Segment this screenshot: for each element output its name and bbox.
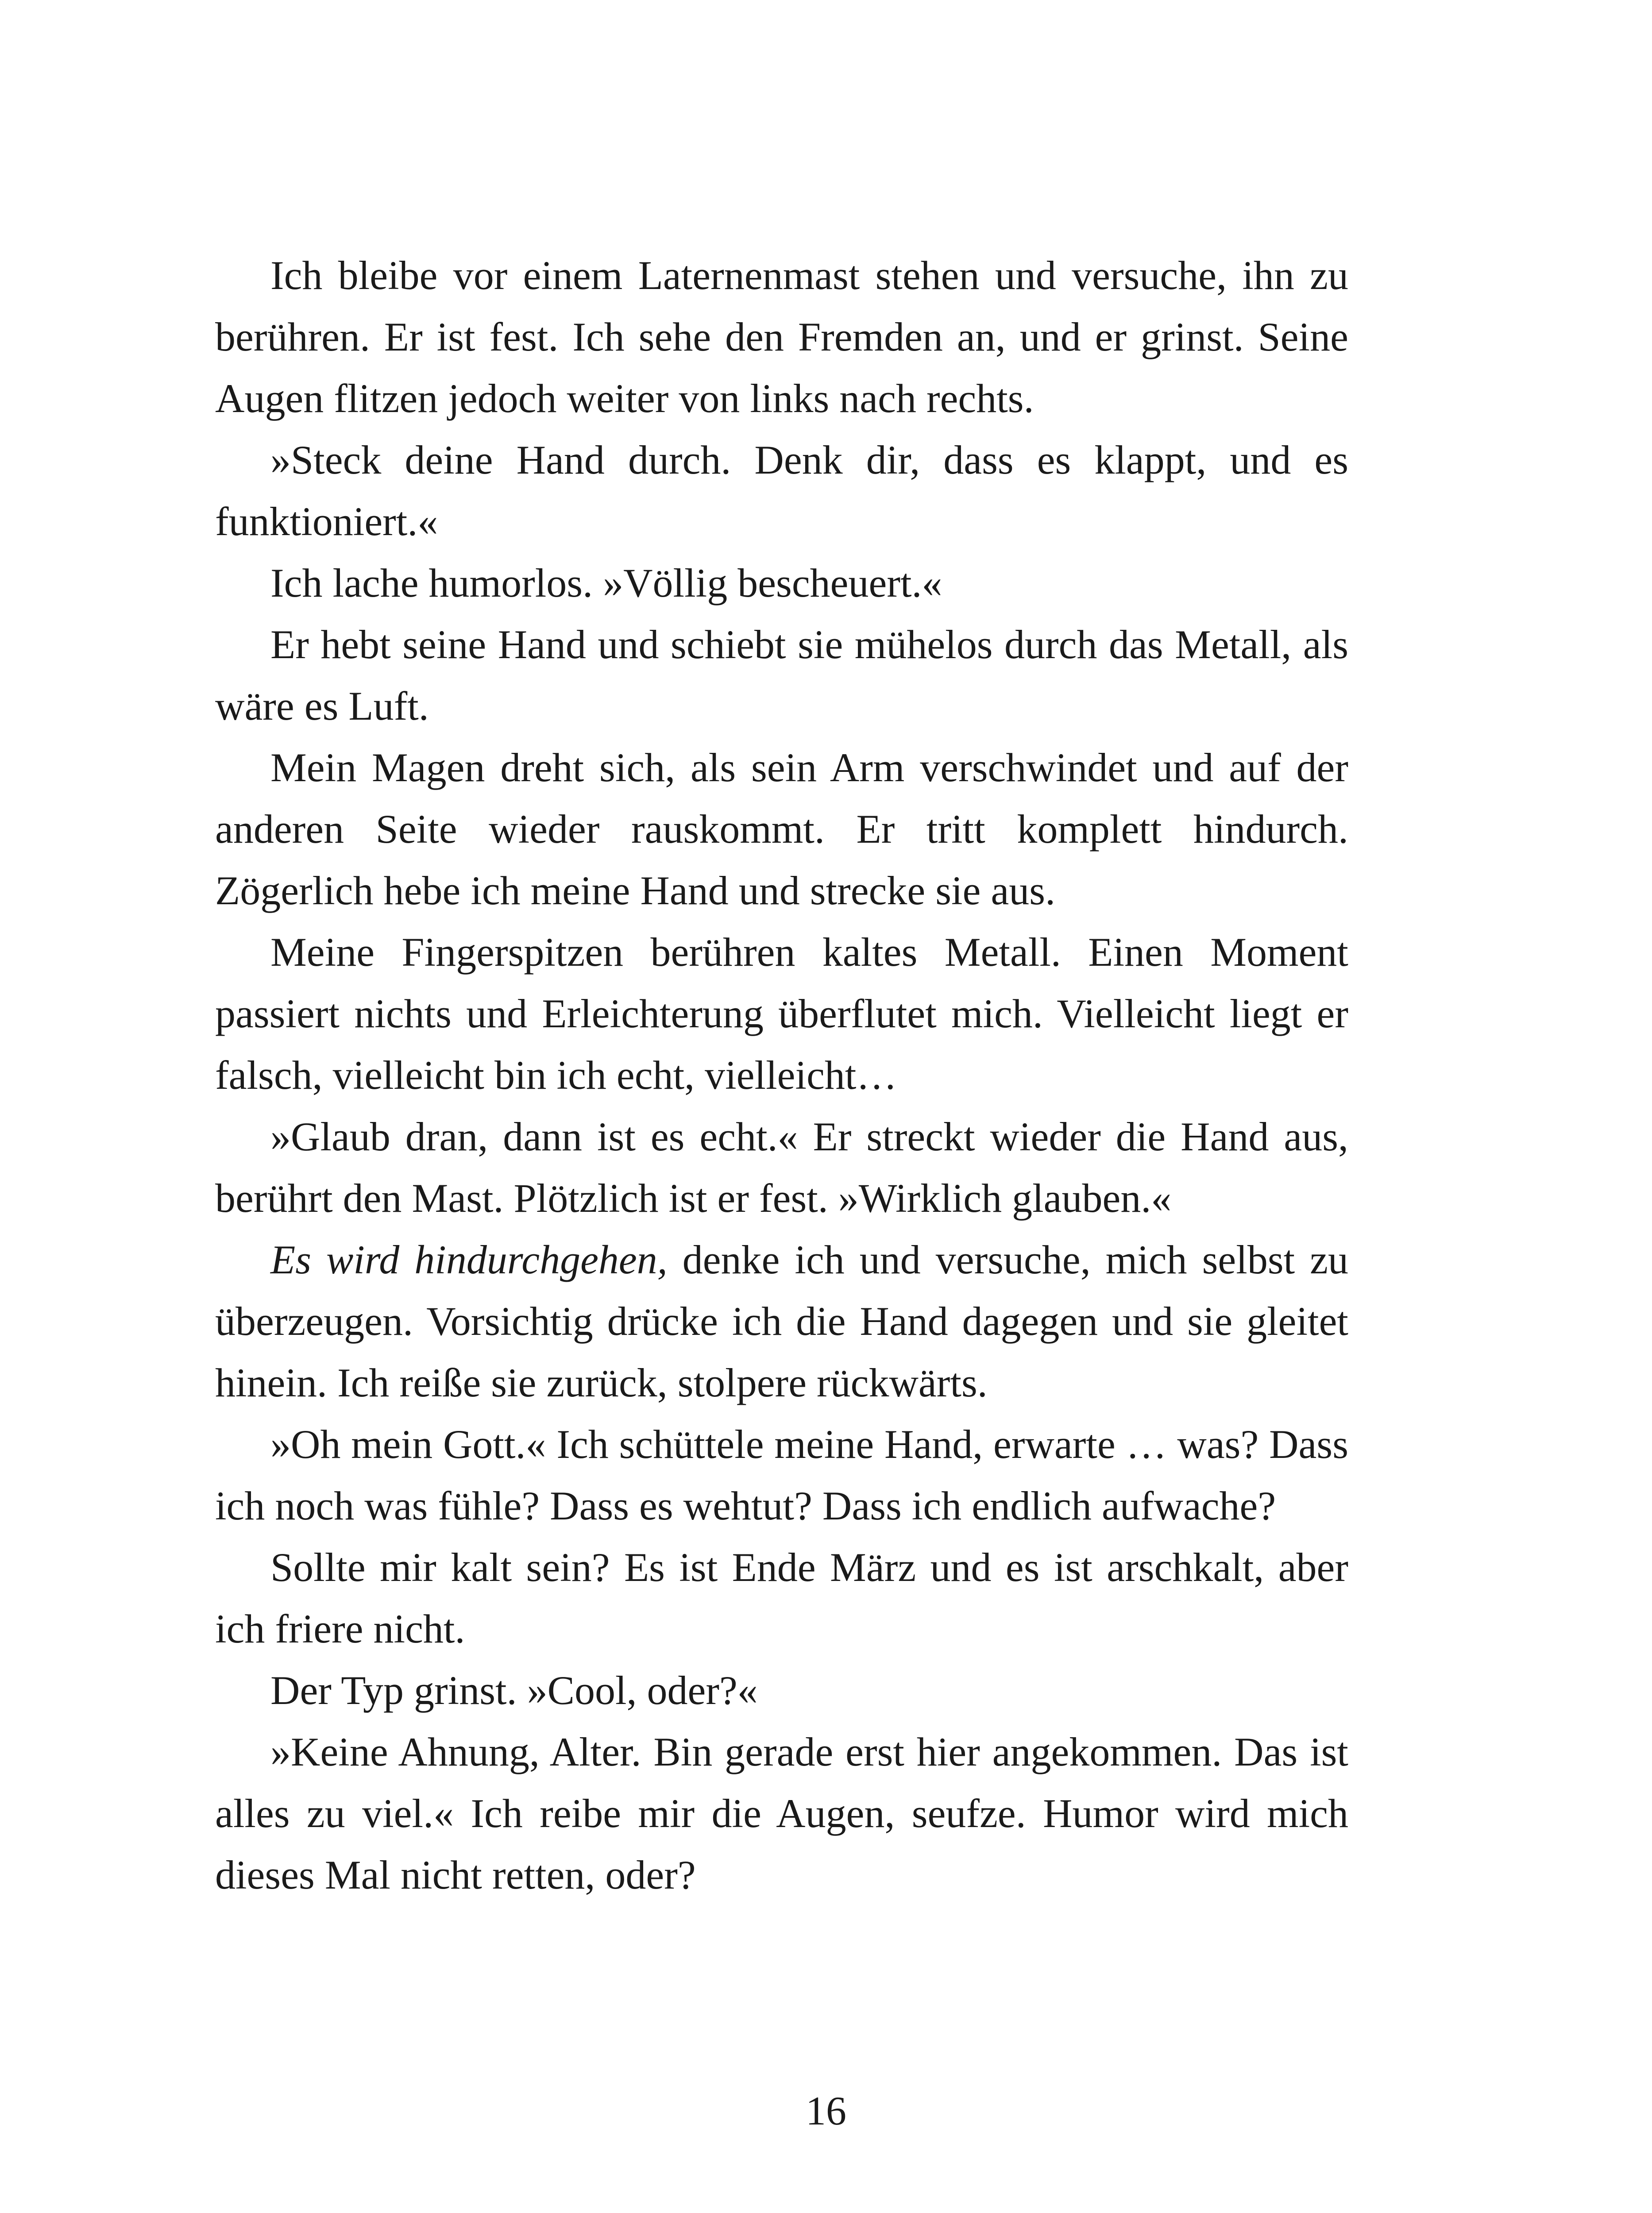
paragraph: Mein Magen dreht sich, als sein Arm verschwindet und auf der anderen Seite wieder rauskommt. Er tritt komplett hindurch. Zögerlich hebe ich meine Hand und strecke sie aus. xyxy=(215,745,1348,913)
paragraph: »Keine Ahnung, Alter. Bin gerade erst hier angekommen. Das ist alles zu viel.« Ich reibe mir die Augen, seufze. Humor wird mich dieses Mal nicht retten, oder? xyxy=(215,1729,1348,1897)
paragraph: »Steck deine Hand durch. Denk dir, dass es klappt, und es funktioniert.« xyxy=(215,437,1348,544)
paragraph: Sollte mir kalt sein? Es ist Ende März und es ist arschkalt, aber ich friere nicht. xyxy=(215,1545,1348,1651)
page-number: 16 xyxy=(806,2088,846,2133)
paragraph: »Glaub dran, dann ist es echt.« Er streckt wieder die Hand aus, berührt den Mast. Plötzlich ist er fest. »Wirklich glauben.« xyxy=(215,1114,1348,1221)
paragraph-text: denke ich und versuche, mich selbst zu überzeugen. Vorsichtig drücke ich die Hand dagegen und sie gleitet hinein. Ich reiße sie zurück, stolpere rückwärts. xyxy=(215,1237,1349,1405)
paragraph xyxy=(215,1229,1348,1414)
paragraph: Ich lache humorlos. »Völlig bescheuert.« xyxy=(270,560,942,605)
page-body xyxy=(215,245,1348,1906)
paragraph: Der Typ grinst. »Cool, oder?« xyxy=(270,1668,758,1713)
paragraph: Meine Fingerspitzen berühren kaltes Metall. Einen Moment passiert nichts und Erleichterung überflutet mich. Vielleicht liegt er falsch, vielleicht bin ich echt, vielleicht… xyxy=(215,929,1348,1098)
paragraph: Ich bleibe vor einem Laternenmast stehen und versuche, ihn zu berühren. Er ist fest. Ich sehe den Fremden an, und er grinst. Seine Augen flitzen jedoch weiter von links nach rechts. xyxy=(215,253,1348,421)
paragraph: Er hebt seine Hand und schiebt sie mühelos durch das Metall, als wäre es Luft. xyxy=(215,622,1348,729)
paragraph: »Oh mein Gott.« Ich schüttele meine Hand, erwarte … was? Dass ich noch was fühle? Dass es wehtut? Dass ich endlich aufwache? xyxy=(215,1422,1348,1528)
italic-phrase: Es wird hindurchgehen, xyxy=(270,1237,668,1282)
